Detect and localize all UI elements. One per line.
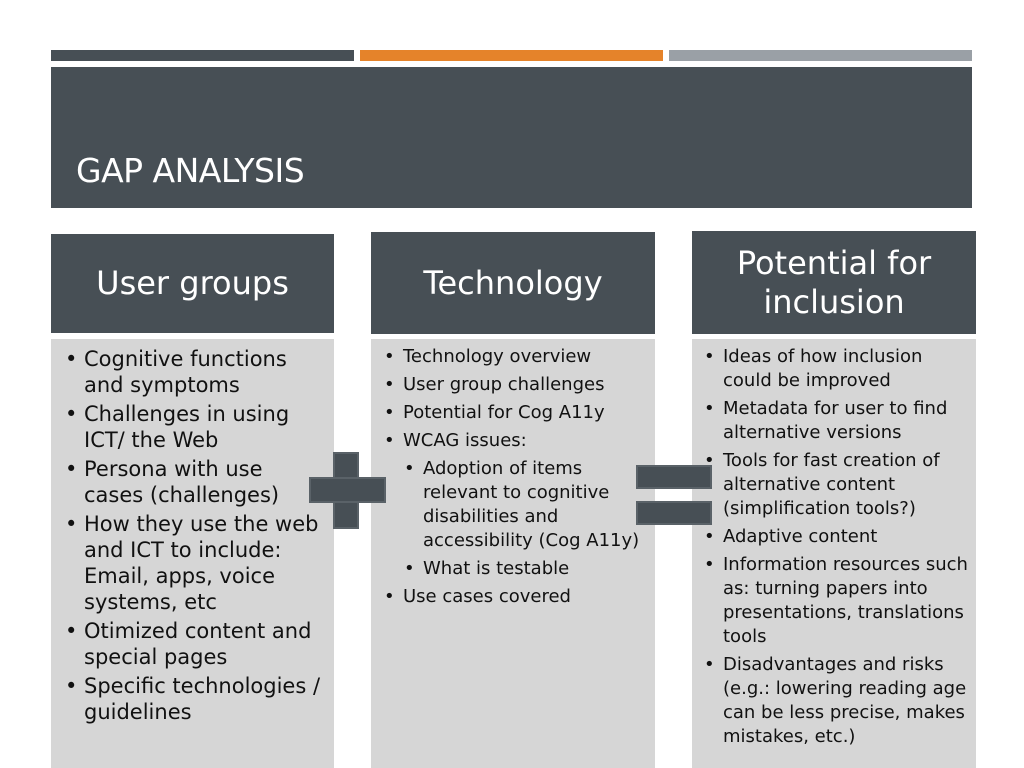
list-item: • Metadata for user to find alternative versions [723, 397, 970, 445]
slide-title: GAP ANALYSIS [76, 151, 305, 190]
list-item: • Challenges in using ICT/ the Web [84, 401, 324, 453]
sub-list-item: • What is testable [423, 557, 649, 581]
list-item: • User group challenges [403, 373, 649, 397]
list-item: • Potential for Cog A11y [403, 401, 649, 425]
column-heading-text: User groups [96, 264, 289, 302]
list-item: • Information resources such as: turning papers into presentations, translations tools [723, 553, 970, 649]
accent-bar-gray [669, 50, 972, 61]
list-item: • WCAG issues: [403, 429, 649, 453]
column-heading-technology [371, 232, 655, 334]
sub-bullet-list [403, 457, 649, 581]
bullet-list [403, 585, 649, 609]
column-heading-potential-for-inclusion [692, 231, 976, 334]
bullet-list [723, 345, 970, 749]
bullet-list [84, 346, 324, 725]
list-item: • How they use the web and ICT to include: Email, apps, voice systems, etc [84, 511, 324, 615]
column-heading-text: Potential for inclusion [736, 243, 932, 321]
equals-icon-top-bar [636, 465, 712, 489]
list-item: • Adaptive content [723, 525, 970, 549]
column-body-user-groups [51, 339, 334, 768]
list-item: • Specific technologies / guidelines [84, 673, 324, 725]
list-item: • Tools for fast creation of alternative content (simplification tools?) [723, 449, 970, 521]
list-item: • Otimized content and special pages [84, 618, 324, 670]
list-item: • Use cases covered [403, 585, 649, 609]
equals-icon-bottom-bar [636, 501, 712, 525]
title-band [51, 67, 972, 208]
list-item: • Persona with use cases (challenges) [84, 456, 324, 508]
list-item: • Technology overview [403, 345, 649, 369]
accent-bar-dark [51, 50, 354, 61]
accent-bar-orange [360, 50, 663, 61]
column-body-technology [371, 339, 655, 768]
list-item: • Cognitive functions and symptoms [84, 346, 324, 398]
sub-list-item: • Adoption of items relevant to cognitive disabilities and accessibility (Cog A11y) [423, 457, 649, 553]
list-item: • Disadvantages and risks (e.g.: lowering reading age can be less precise, makes mistakes, etc.) [723, 653, 970, 749]
list-item: • Ideas of how inclusion could be improved [723, 345, 970, 393]
plus-icon-horizontal [309, 477, 386, 503]
column-body-potential-for-inclusion [692, 339, 976, 768]
column-heading-user-groups [51, 234, 334, 333]
bullet-list [403, 345, 649, 453]
column-heading-text: Technology [423, 263, 603, 302]
